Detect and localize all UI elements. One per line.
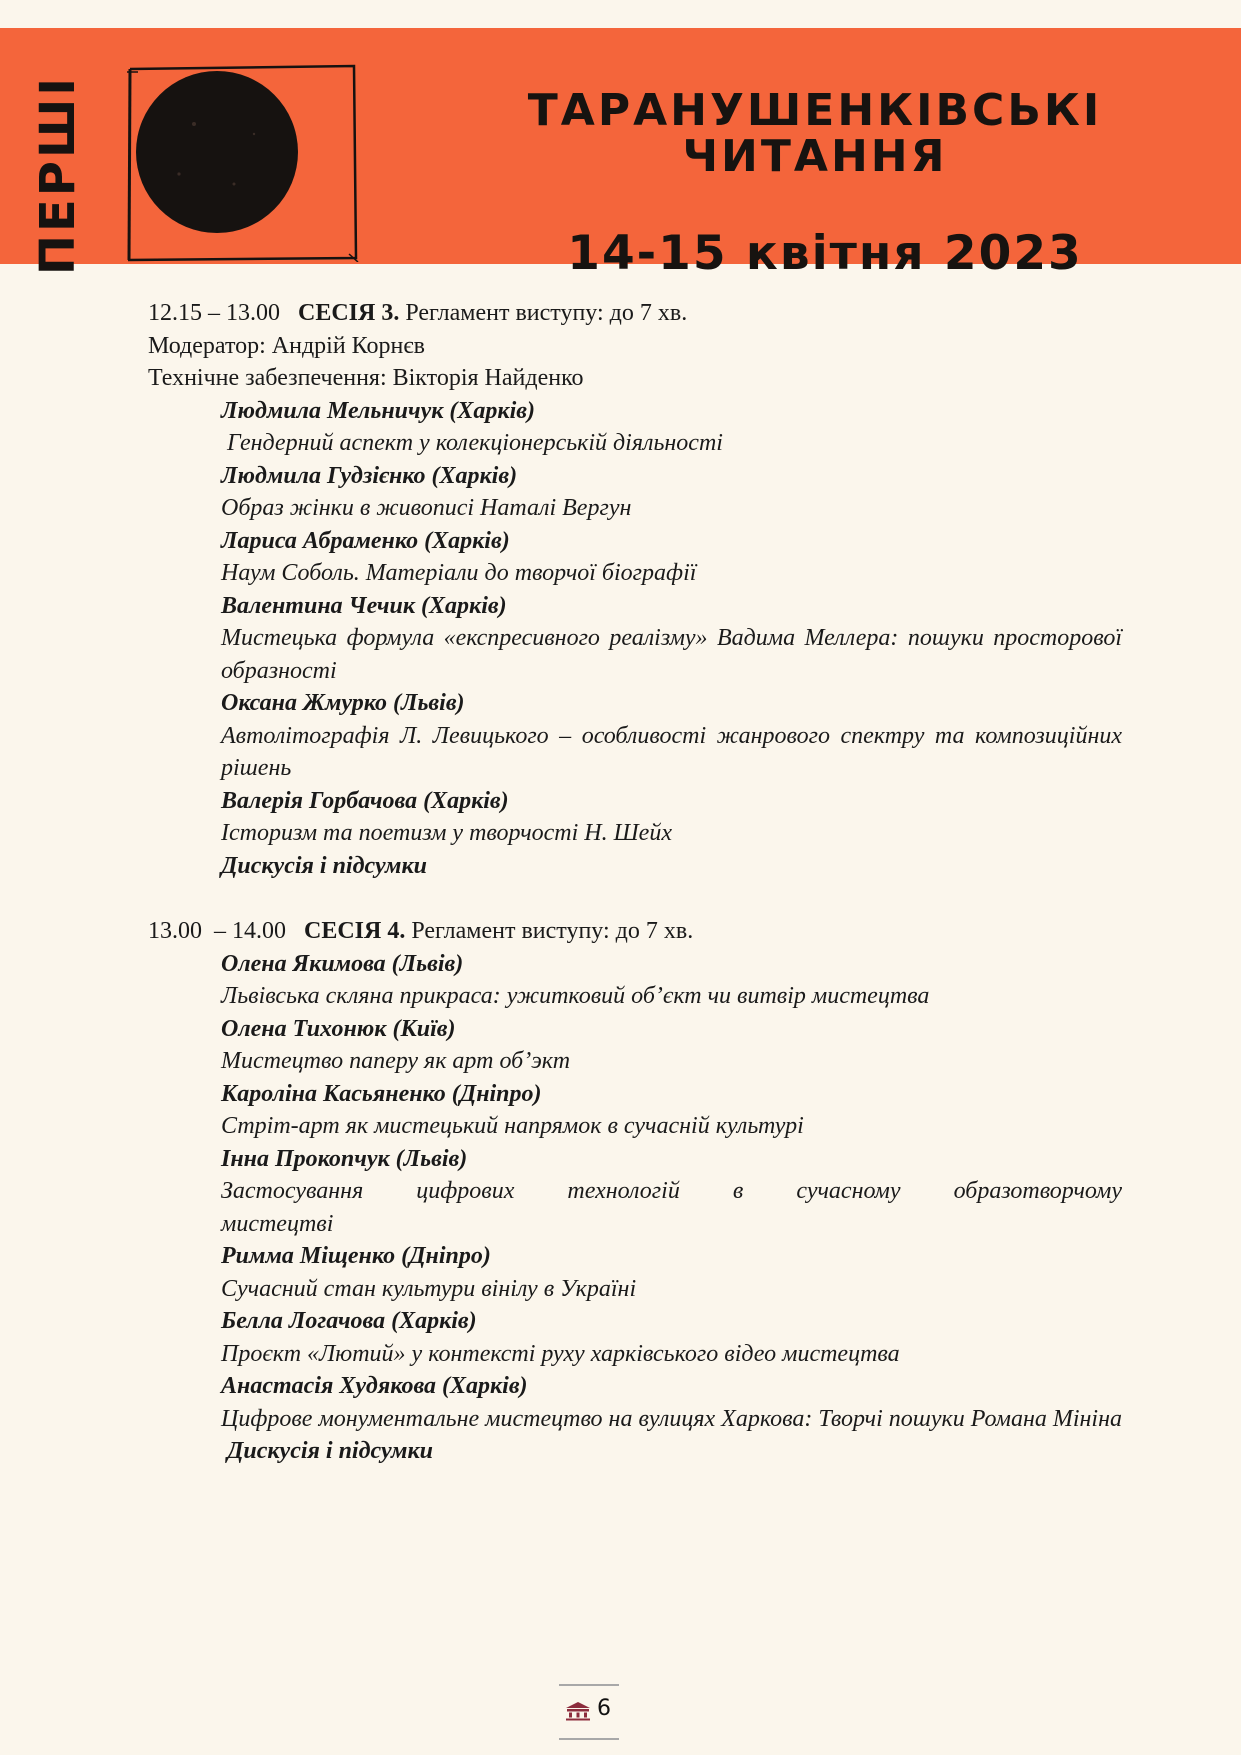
talk-speaker: Валерія Горбачова (Харків) <box>221 787 509 814</box>
page-number: 6 <box>597 1696 611 1721</box>
talk-speaker: Людмила Гудзієнко (Харків) <box>221 462 518 489</box>
event-title <box>400 85 1230 281</box>
talk-topic: Наум Соболь. Матеріали до творчої біографії <box>221 560 697 586</box>
talk-speaker: Лариса Абраменко (Харків) <box>221 527 510 554</box>
session-4-talks <box>148 948 1122 1468</box>
talk-topic: Образ жінки в живописі Наталі Вергун <box>221 495 632 521</box>
talk-topic: Історизм та поетизм у творчості Н. Шейх <box>221 820 672 846</box>
session-3-label: СЕСІЯ 3. <box>298 300 400 326</box>
talk-speaker: Інна Прокопчук (Львів) <box>221 1145 468 1172</box>
talk-topic: Мистецтво паперу як арт об’экт <box>221 1048 571 1074</box>
talk-topic: Цифрове монументальне мистецтво на вулицях Харкова: Творчі пошуки Романа Мініна <box>221 1405 1122 1432</box>
talk-speaker: Валентина Чечик (Харків) <box>221 592 507 619</box>
talk-speaker: Кароліна Касьяненко (Дніпро) <box>221 1080 542 1107</box>
program-content <box>148 297 1122 1468</box>
session-3-tech-support: Технічне забезпечення: Вікторія Найденко <box>148 365 584 391</box>
talk-topic: Сучасний стан культури вінілу в Україні <box>221 1275 637 1302</box>
session-3-time: 12.15 – 13.00 <box>148 300 280 326</box>
event-date: 14-15 квітня 2023 <box>567 226 1083 281</box>
institution-logo-icon <box>563 1700 593 1724</box>
talk-speaker: Олена Якимова (Львів) <box>221 950 464 977</box>
talk-topic: Застосування цифрових технологій в сучасному образотворчому мистецтві <box>221 1178 1122 1237</box>
talk-topic: Мистецька формула «експресивного реалізму» Вадима Меллера: пошуки просторової образності <box>221 625 1122 684</box>
session-4-closing: Дискусія і підсумки <box>221 1438 433 1464</box>
talk-topic: Львівська скляна прикраса: ужитковий об’єкт чи витвір мистецтва <box>221 983 930 1009</box>
title-line-1: ТАРАНУШЕНКІВСЬКІ <box>527 85 1103 136</box>
session-4-header <box>148 915 1122 948</box>
talk-topic: Проєкт «Лютий» у контексті руху харківського відео мистецтва <box>221 1340 900 1367</box>
talk-topic: Стріт-арт як мистецький напрямок в сучасній культурі <box>221 1113 804 1139</box>
session-3-moderator: Модератор: Андрій Корнєв <box>148 332 425 359</box>
vertical-label-text: ПЕРШІ <box>30 74 87 276</box>
header-banner <box>0 28 1241 281</box>
talk-speaker: Людмила Мельничук (Харків) <box>221 397 535 424</box>
page-footer <box>559 1684 619 1740</box>
black-circle-emblem <box>124 64 360 262</box>
talk-speaker: Анастасія Худякова (Харків) <box>221 1373 528 1399</box>
session-4-rules: Регламент виступу: до 7 хв. <box>411 918 694 944</box>
session-4-time: 13.00 – 14.00 <box>148 918 286 944</box>
talk-topic: Гендерний аспект у колекціонерській діяльності <box>221 430 723 456</box>
session-3-closing: Дискусія і підсумки <box>221 852 427 879</box>
session-4-label: СЕСІЯ 4. <box>304 918 406 944</box>
vertical-label <box>30 70 86 280</box>
talk-speaker: Римма Міщенко (Дніпро) <box>221 1243 491 1269</box>
talk-speaker: Оксана Жмурко (Львів) <box>221 690 465 716</box>
session-3-rules: Регламент виступу: до 7 хв. <box>405 300 688 326</box>
session-3-header <box>148 297 1122 330</box>
talk-speaker: Белла Логачова (Харків) <box>221 1308 477 1334</box>
session-3-talks <box>148 395 1122 883</box>
title-line-2: ЧИТАННЯ <box>682 131 948 182</box>
talk-speaker: Олена Тихонюк (Київ) <box>221 1015 456 1042</box>
talk-topic: Автолітографія Л. Левицького – особливості жанрового спектру та композиційних рішень <box>221 722 1122 781</box>
